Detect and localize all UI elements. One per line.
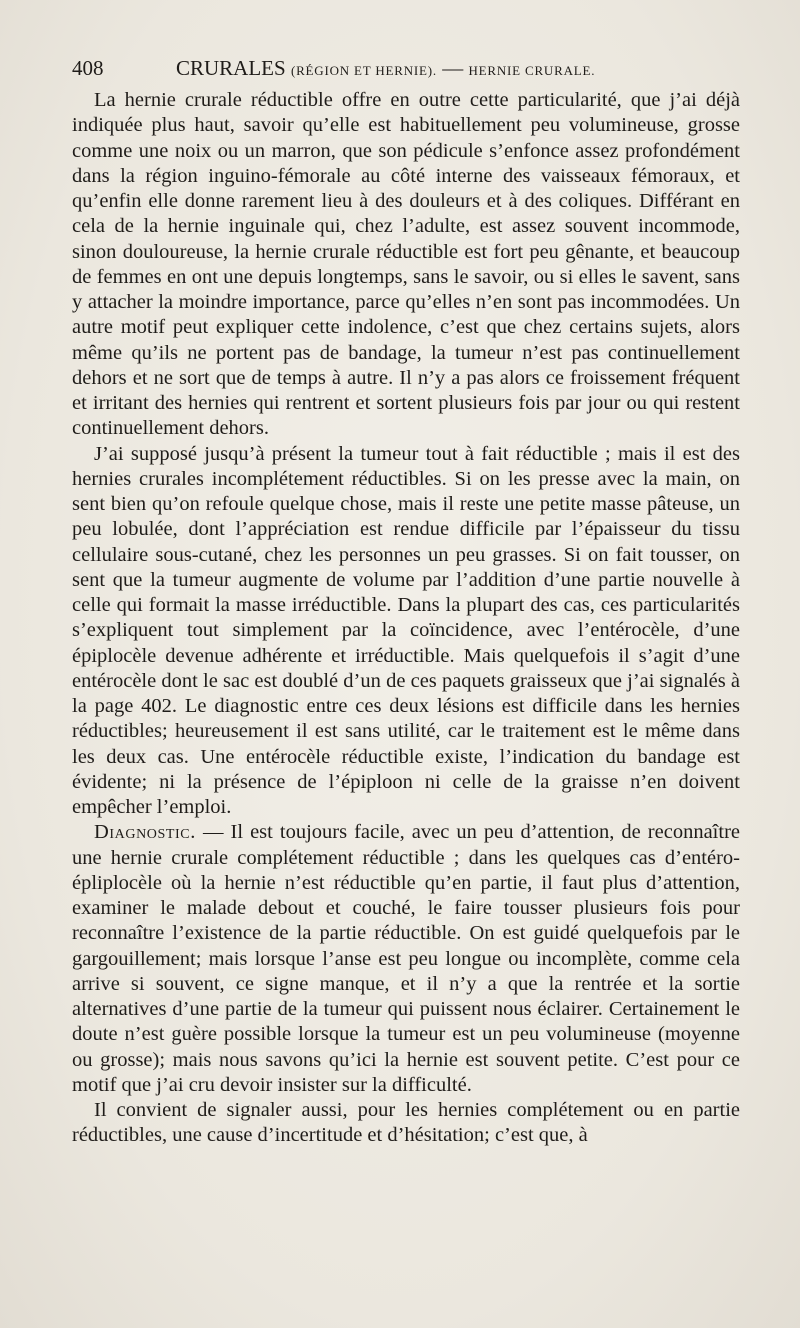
paragraph-diagnostic [72, 820, 740, 1098]
paragraph-incertitude: Il convient de signaler aussi, pour les hernies complétement ou en partie réductibles, une cause d’incertitude et d’hésitation; c’est que, à [72, 1099, 740, 1147]
body-text [72, 88, 740, 1149]
page-header [72, 56, 736, 84]
run-in-heading: Diagnostic. [94, 821, 196, 844]
paragraph-diagnostic-text: — Il est toujours facile, avec un peu d’attention, de reconnaître une hernie crurale complétement réductible ; dans les quelques cas d’entéro-épliplocèle où la hernie n’est réductible qu’en partie, il faut plus d’attention, examiner le malade debout et couché, le faire tousser plusieurs fois pour reconnaître l’existence de la partie réductible. On est guidé quelquefois par le gargouillement; mais lorsque l’anse est peu longue ou incomplète, comme cela arrive si souvent, ce signe manque, et il n’y a que la rentrée et la sortie alternatives d’une partie de la tumeur qui puissent nous éclairer. Certainement le doute n’est guère possible lorsque la tumeur est un peu volumineuse (moyenne ou grosse); mais nous savons qu’ici la hernie est souvent petite. C’est pour ce motif que j’ai cru devoir insister sur la difficulté. [72, 821, 740, 1096]
page-number: 408 [72, 56, 104, 80]
paragraph-hernie-reductible: La hernie crurale réductible offre en outre cette particularité, que j’ai déjà indiquée plus haut, savoir qu’elle est habituellement peu volumineuse, grosse comme une noix ou un marron, que son pédicule s’enfonce assez profondément dans la région inguino-fémorale au côté interne des vaisseaux fémoraux, et qu’enfin elle donne rarement lieu à des douleurs et à des coliques. Différant en cela de la hernie inguinale qui, chez l’adulte, est assez souvent incommode, sinon douloureuse, la hernie crurale réductible est fort peu gênante, et beaucoup de femmes en ont une depuis longtemps, sans le savoir, ou si elles le savent, sans y attacher la moindre importance, parce qu’elles n’en sont pas incommodées. Un autre motif peut expliquer cette indolence, c’est que chez certains sujets, alors même qu’ils ne portent pas de bandage, la tumeur n’est pas continuellement dehors et ne sort que de temps à autre. Il n’y a pas alors ce froissement fréquent et irritant des hernies qui rentrent et sortent plusieurs fois par jour ou qui restent continuellement dehors. [72, 89, 740, 440]
running-head-dash: — [442, 56, 464, 80]
running-head-subtitle: (RÉGION ET HERNIE). [290, 63, 437, 78]
running-head-section: HERNIE CRURALE. [468, 63, 596, 78]
paragraph-incompletement-reductibles: J’ai supposé jusqu’à présent la tumeur tout à fait réductible ; mais il est des hernies crurales incomplétement réductibles. Si on les presse avec la main, on sent bien qu’on refoule quelque chose, mais il reste une petite masse pâteuse, un peu lobulée, dont l’appréciation est rendue difficile par l’épaisseur du tissu cellulaire sous-cutané, chez les personnes un peu grasses. Si on fait tousser, on sent que la tumeur augmente de volume par l’addition d’une partie nouvelle à celle qui formait la masse irréductible. Dans la plupart des cas, ces particularités s’expliquent tout simplement par la coïncidence, avec l’entérocèle, d’une épiplocèle devenue adhérente et irréductible. Mais quelquefois il s’agit d’une entérocèle dont le sac est doublé d’un de ces paquets graisseux que j’ai signalés à la page 402. Le diagnostic entre ces deux lésions est difficile dans les hernies réductibles; heureusement il est sans utilité, car le traitement est le même dans les deux cas. Une entérocèle réductible existe, l’indication du bandage est évidente; ni la présence de l’épiploon ni celle de la graisse n’en doivent empêcher l’emploi. [72, 442, 740, 818]
running-head [176, 56, 595, 81]
running-head-title: CRURALES [176, 56, 286, 80]
